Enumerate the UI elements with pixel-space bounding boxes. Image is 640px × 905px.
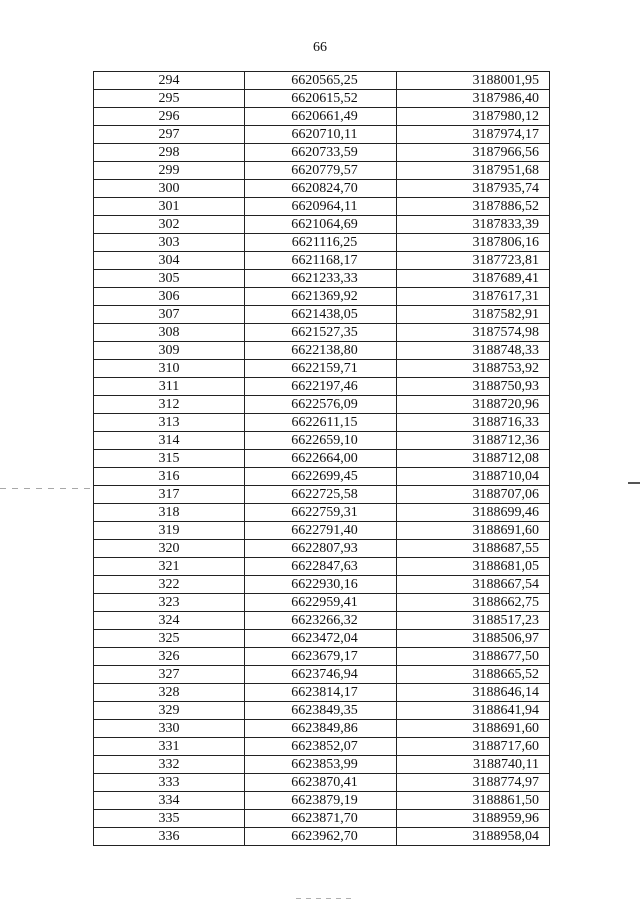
table-row [94, 324, 550, 342]
x-coordinate-cell: 6623849,86 [245, 720, 397, 738]
point-number-cell: 319 [94, 522, 245, 540]
table-row [94, 828, 550, 846]
x-coordinate-cell: 6621233,33 [245, 270, 397, 288]
table-row [94, 396, 550, 414]
x-coordinate-cell: 6620824,70 [245, 180, 397, 198]
x-coordinate-cell: 6622159,71 [245, 360, 397, 378]
scan-artifact-bottom [296, 898, 356, 899]
y-coordinate-cell: 3187582,91 [397, 306, 550, 324]
table-row [94, 774, 550, 792]
table-row [94, 414, 550, 432]
x-coordinate-cell: 6623679,17 [245, 648, 397, 666]
x-coordinate-cell: 6623266,32 [245, 612, 397, 630]
point-number-cell: 334 [94, 792, 245, 810]
x-coordinate-cell: 6622807,93 [245, 540, 397, 558]
y-coordinate-cell: 3187886,52 [397, 198, 550, 216]
point-number-cell: 323 [94, 594, 245, 612]
y-coordinate-cell: 3187617,31 [397, 288, 550, 306]
table-row [94, 198, 550, 216]
point-number-cell: 311 [94, 378, 245, 396]
y-coordinate-cell: 3187689,41 [397, 270, 550, 288]
table-row [94, 126, 550, 144]
x-coordinate-cell: 6623746,94 [245, 666, 397, 684]
x-coordinate-cell: 6621527,35 [245, 324, 397, 342]
x-coordinate-cell: 6621168,17 [245, 252, 397, 270]
point-number-cell: 297 [94, 126, 245, 144]
table-row [94, 108, 550, 126]
point-number-cell: 324 [94, 612, 245, 630]
x-coordinate-cell: 6623472,04 [245, 630, 397, 648]
y-coordinate-cell: 3188506,97 [397, 630, 550, 648]
table-row [94, 234, 550, 252]
point-number-cell: 303 [94, 234, 245, 252]
y-coordinate-cell: 3187833,39 [397, 216, 550, 234]
point-number-cell: 304 [94, 252, 245, 270]
table-row [94, 720, 550, 738]
point-number-cell: 295 [94, 90, 245, 108]
x-coordinate-cell: 6622699,45 [245, 468, 397, 486]
table-row [94, 522, 550, 540]
y-coordinate-cell: 3188748,33 [397, 342, 550, 360]
table-row [94, 702, 550, 720]
y-coordinate-cell: 3188959,96 [397, 810, 550, 828]
point-number-cell: 325 [94, 630, 245, 648]
x-coordinate-cell: 6620565,25 [245, 72, 397, 90]
point-number-cell: 306 [94, 288, 245, 306]
point-number-cell: 335 [94, 810, 245, 828]
y-coordinate-cell: 3188646,14 [397, 684, 550, 702]
table-row [94, 630, 550, 648]
point-number-cell: 296 [94, 108, 245, 126]
x-coordinate-cell: 6621064,69 [245, 216, 397, 234]
table-row [94, 252, 550, 270]
y-coordinate-cell: 3187966,56 [397, 144, 550, 162]
table-row [94, 180, 550, 198]
table-row [94, 270, 550, 288]
x-coordinate-cell: 6622138,80 [245, 342, 397, 360]
table-row [94, 360, 550, 378]
x-coordinate-cell: 6620661,49 [245, 108, 397, 126]
table-row [94, 162, 550, 180]
point-number-cell: 327 [94, 666, 245, 684]
x-coordinate-cell: 6622725,58 [245, 486, 397, 504]
y-coordinate-cell: 3188958,04 [397, 828, 550, 846]
y-coordinate-cell: 3188712,36 [397, 432, 550, 450]
y-coordinate-cell: 3188720,96 [397, 396, 550, 414]
table-row [94, 72, 550, 90]
coordinates-table [93, 71, 550, 846]
table-row [94, 504, 550, 522]
y-coordinate-cell: 3188641,94 [397, 702, 550, 720]
x-coordinate-cell: 6622197,46 [245, 378, 397, 396]
y-coordinate-cell: 3188717,60 [397, 738, 550, 756]
y-coordinate-cell: 3187951,68 [397, 162, 550, 180]
x-coordinate-cell: 6623852,07 [245, 738, 397, 756]
y-coordinate-cell: 3188001,95 [397, 72, 550, 90]
y-coordinate-cell: 3188691,60 [397, 522, 550, 540]
point-number-cell: 331 [94, 738, 245, 756]
table-row [94, 648, 550, 666]
y-coordinate-cell: 3188699,46 [397, 504, 550, 522]
x-coordinate-cell: 6622576,09 [245, 396, 397, 414]
point-number-cell: 329 [94, 702, 245, 720]
table-row [94, 810, 550, 828]
point-number-cell: 312 [94, 396, 245, 414]
table-row [94, 666, 550, 684]
point-number-cell: 320 [94, 540, 245, 558]
coordinates-table-body [94, 72, 550, 846]
point-number-cell: 321 [94, 558, 245, 576]
table-row [94, 612, 550, 630]
point-number-cell: 336 [94, 828, 245, 846]
table-row [94, 288, 550, 306]
x-coordinate-cell: 6620733,59 [245, 144, 397, 162]
x-coordinate-cell: 6622847,63 [245, 558, 397, 576]
y-coordinate-cell: 3187935,74 [397, 180, 550, 198]
y-coordinate-cell: 3188665,52 [397, 666, 550, 684]
y-coordinate-cell: 3187986,40 [397, 90, 550, 108]
y-coordinate-cell: 3188861,50 [397, 792, 550, 810]
table-row [94, 216, 550, 234]
y-coordinate-cell: 3188677,50 [397, 648, 550, 666]
y-coordinate-cell: 3188517,23 [397, 612, 550, 630]
x-coordinate-cell: 6620615,52 [245, 90, 397, 108]
point-number-cell: 301 [94, 198, 245, 216]
table-row [94, 576, 550, 594]
scan-artifact-right [628, 482, 640, 484]
table-row [94, 756, 550, 774]
point-number-cell: 302 [94, 216, 245, 234]
x-coordinate-cell: 6623814,17 [245, 684, 397, 702]
point-number-cell: 333 [94, 774, 245, 792]
point-number-cell: 330 [94, 720, 245, 738]
y-coordinate-cell: 3188707,06 [397, 486, 550, 504]
x-coordinate-cell: 6622791,40 [245, 522, 397, 540]
table-row [94, 468, 550, 486]
x-coordinate-cell: 6623870,41 [245, 774, 397, 792]
table-row [94, 90, 550, 108]
x-coordinate-cell: 6623962,70 [245, 828, 397, 846]
x-coordinate-cell: 6623849,35 [245, 702, 397, 720]
point-number-cell: 307 [94, 306, 245, 324]
x-coordinate-cell: 6620964,11 [245, 198, 397, 216]
table-row [94, 342, 550, 360]
point-number-cell: 309 [94, 342, 245, 360]
table-row [94, 738, 550, 756]
y-coordinate-cell: 3188716,33 [397, 414, 550, 432]
point-number-cell: 317 [94, 486, 245, 504]
point-number-cell: 315 [94, 450, 245, 468]
x-coordinate-cell: 6623879,19 [245, 792, 397, 810]
table-row [94, 540, 550, 558]
y-coordinate-cell: 3187980,12 [397, 108, 550, 126]
y-coordinate-cell: 3187723,81 [397, 252, 550, 270]
point-number-cell: 294 [94, 72, 245, 90]
table-row [94, 594, 550, 612]
y-coordinate-cell: 3188687,55 [397, 540, 550, 558]
point-number-cell: 300 [94, 180, 245, 198]
y-coordinate-cell: 3188774,97 [397, 774, 550, 792]
y-coordinate-cell: 3187974,17 [397, 126, 550, 144]
table-row [94, 378, 550, 396]
x-coordinate-cell: 6622959,41 [245, 594, 397, 612]
point-number-cell: 310 [94, 360, 245, 378]
point-number-cell: 322 [94, 576, 245, 594]
x-coordinate-cell: 6623871,70 [245, 810, 397, 828]
y-coordinate-cell: 3188681,05 [397, 558, 550, 576]
table-row [94, 684, 550, 702]
y-coordinate-cell: 3188662,75 [397, 594, 550, 612]
point-number-cell: 316 [94, 468, 245, 486]
point-number-cell: 305 [94, 270, 245, 288]
point-number-cell: 328 [94, 684, 245, 702]
x-coordinate-cell: 6622659,10 [245, 432, 397, 450]
x-coordinate-cell: 6621438,05 [245, 306, 397, 324]
y-coordinate-cell: 3188710,04 [397, 468, 550, 486]
y-coordinate-cell: 3188712,08 [397, 450, 550, 468]
y-coordinate-cell: 3188740,11 [397, 756, 550, 774]
x-coordinate-cell: 6620710,11 [245, 126, 397, 144]
table-row [94, 450, 550, 468]
x-coordinate-cell: 6622759,31 [245, 504, 397, 522]
table-row [94, 792, 550, 810]
table-row [94, 144, 550, 162]
x-coordinate-cell: 6623853,99 [245, 756, 397, 774]
x-coordinate-cell: 6620779,57 [245, 162, 397, 180]
y-coordinate-cell: 3187806,16 [397, 234, 550, 252]
point-number-cell: 326 [94, 648, 245, 666]
x-coordinate-cell: 6622611,15 [245, 414, 397, 432]
point-number-cell: 313 [94, 414, 245, 432]
table-row [94, 306, 550, 324]
y-coordinate-cell: 3188667,54 [397, 576, 550, 594]
point-number-cell: 298 [94, 144, 245, 162]
y-coordinate-cell: 3188750,93 [397, 378, 550, 396]
x-coordinate-cell: 6621369,92 [245, 288, 397, 306]
scan-artifact-left [0, 488, 90, 489]
y-coordinate-cell: 3188691,60 [397, 720, 550, 738]
point-number-cell: 299 [94, 162, 245, 180]
point-number-cell: 332 [94, 756, 245, 774]
table-row [94, 486, 550, 504]
y-coordinate-cell: 3187574,98 [397, 324, 550, 342]
x-coordinate-cell: 6621116,25 [245, 234, 397, 252]
point-number-cell: 308 [94, 324, 245, 342]
page-number: 66 [313, 40, 327, 55]
point-number-cell: 314 [94, 432, 245, 450]
table-row [94, 558, 550, 576]
y-coordinate-cell: 3188753,92 [397, 360, 550, 378]
x-coordinate-cell: 6622930,16 [245, 576, 397, 594]
table-row [94, 432, 550, 450]
x-coordinate-cell: 6622664,00 [245, 450, 397, 468]
point-number-cell: 318 [94, 504, 245, 522]
